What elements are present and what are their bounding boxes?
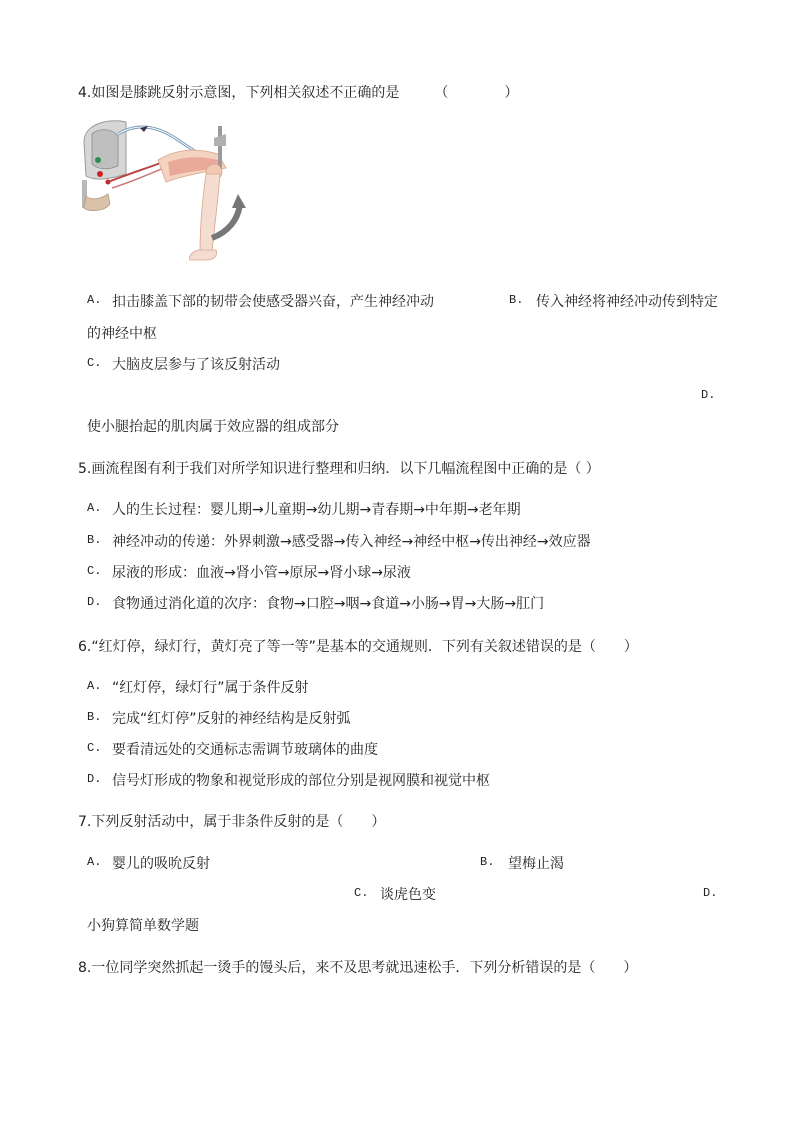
q7-option-c-text: 谈虎色变 xyxy=(380,887,436,903)
lower-leg xyxy=(200,174,220,252)
q5-option-b-label: B. xyxy=(87,533,102,547)
q4-option-b-label: B. xyxy=(509,293,524,307)
q6-option-b-text: 完成“红灯停”反射的神经结构是反射弧 xyxy=(112,711,351,727)
q5-option-d-text: 食物通过消化道的次序：食物→口腔→咽→食道→小肠→胃→大肠→肛门 xyxy=(112,596,545,612)
interneuron-dot xyxy=(95,157,101,163)
q6-option-a-text: “红灯停，绿灯行”属于条件反射 xyxy=(112,680,309,696)
q5-option-a-label: A. xyxy=(87,501,102,515)
q7-stem: 7.下列反射活动中，属于非条件反射的是（ ） xyxy=(78,814,386,830)
q7-option-b-text: 望梅止渴 xyxy=(508,856,564,872)
q7-option-d-text: 小狗算简单数学题 xyxy=(87,918,199,934)
q7-option-d-label: D. xyxy=(703,886,718,900)
q4-option-d-label: D. xyxy=(701,388,716,402)
kick-arrow-head-icon xyxy=(232,194,246,208)
q4-option-c-label: C. xyxy=(87,356,102,370)
q6-option-d-text: 信号灯形成的物象和视觉形成的部位分别是视网膜和视觉中枢 xyxy=(112,773,490,789)
q6-option-c-label: C. xyxy=(87,741,102,755)
q5-option-c-text: 尿液的形成：血液→肾小管→原尿→肾小球→尿液 xyxy=(112,565,411,581)
q5-option-a-text: 人的生长过程：婴儿期→儿童期→幼儿期→青春期→中年期→老年期 xyxy=(112,502,521,518)
q4-option-b-continuation: 的神经中枢 xyxy=(87,326,157,342)
q5-option-d-label: D. xyxy=(87,595,102,609)
q7-option-a-label: A. xyxy=(87,855,102,869)
q4-option-b-text: 传入神经将神经冲动传到特定 xyxy=(536,294,718,310)
q8-stem: 8.一位同学突然抓起一烫手的馒头后，来不及思考就迅速松手．下列分析错误的是（ ） xyxy=(78,960,638,976)
q6-option-d-label: D. xyxy=(87,772,102,786)
q5-option-b-text: 神经冲动的传递：外界刺激→感受器→传入神经→神经中枢→传出神经→效应器 xyxy=(112,534,591,550)
gray-matter xyxy=(92,130,118,169)
q4-stem: 4.如图是膝跳反射示意图，下列相关叙述不正确的是 （ ） xyxy=(78,85,519,101)
q4-option-c-text: 大脑皮层参与了该反射活动 xyxy=(112,357,280,373)
q5-stem: 5.画流程图有利于我们对所学知识进行整理和归纳．以下几幅流程图中正确的是（ ） xyxy=(78,461,600,477)
q6-option-a-label: A. xyxy=(87,679,102,693)
q7-option-b-label: B. xyxy=(480,855,495,869)
reflex-hammer-handle xyxy=(218,126,222,170)
knee-jerk-reflex-figure xyxy=(78,112,248,264)
q7-option-c-label: C. xyxy=(354,886,369,900)
q4-option-a-label: A. xyxy=(87,293,102,307)
afferent-nerve xyxy=(118,127,196,152)
q5-option-c-label: C. xyxy=(87,564,102,578)
q4-option-a-text: 扣击膝盖下部的韧带会使感受器兴奋，产生神经冲动 xyxy=(112,294,434,310)
motor-neuron-dot xyxy=(97,171,103,177)
vertebra-body xyxy=(84,194,110,211)
q4-option-d-text: 使小腿抬起的肌肉属于效应器的组成部分 xyxy=(87,419,339,435)
foot xyxy=(189,250,216,260)
q7-option-a-text: 婴儿的吸吮反射 xyxy=(112,856,210,872)
q6-option-b-label: B. xyxy=(87,710,102,724)
q6-stem: 6.“红灯停，绿灯行，黄灯亮了等一等”是基本的交通规则．下列有关叙述错误的是（ ） xyxy=(78,639,638,655)
q6-option-c-text: 要看清远处的交通标志需调节玻璃体的曲度 xyxy=(112,742,378,758)
